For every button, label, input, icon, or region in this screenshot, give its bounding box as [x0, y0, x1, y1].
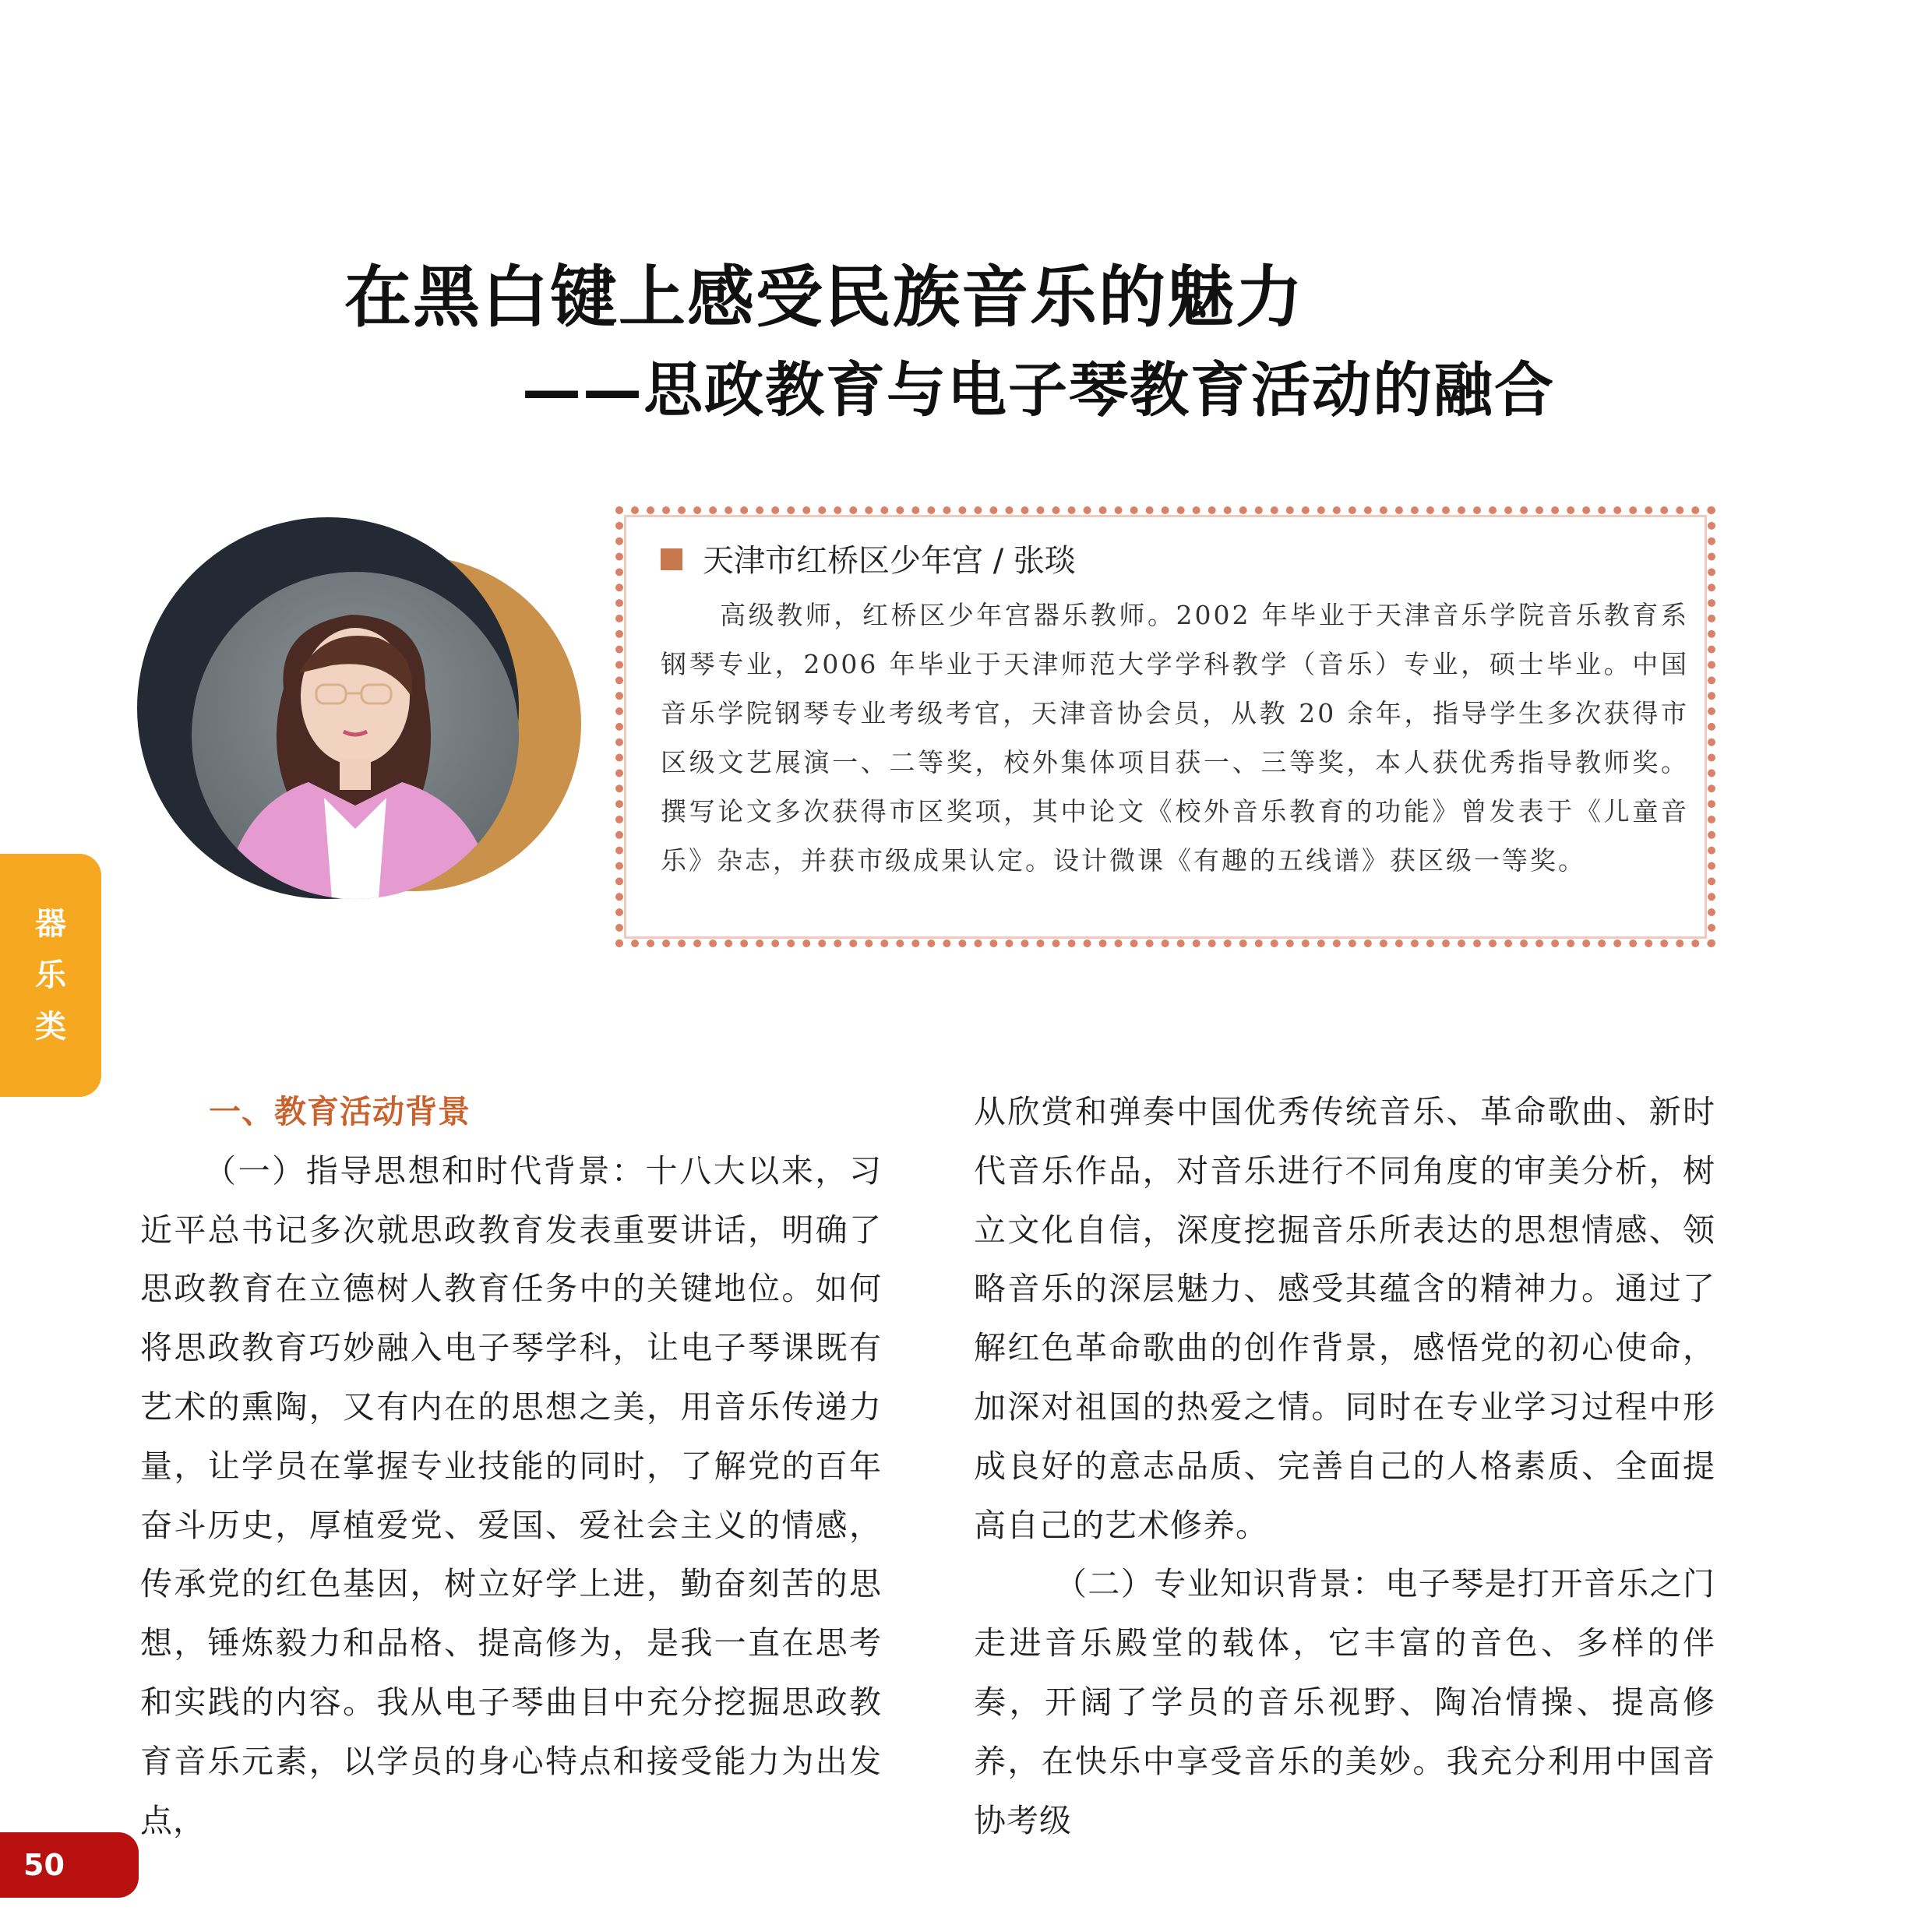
article-title: 在黑白键上感受民族音乐的魅力: [344, 259, 1304, 337]
page-number: 50: [0, 1832, 139, 1898]
body-column-left: [140, 1083, 882, 1850]
category-char: 乐: [35, 957, 66, 993]
article-subtitle: ——思政教育与电子琴教育活动的融合: [522, 355, 1555, 425]
author-portrait: [137, 517, 581, 930]
author-photo: [192, 572, 519, 899]
author-photo-illustration: [192, 572, 519, 899]
paragraph: （一）指导思想和时代背景：十八大以来，习近平总书记多次就思政教育发表重要讲话，明确了思政教育在立德树人教育任务中的关键地位。如何将思政教育巧妙融入电子琴学科，让电子琴课既有艺术的熏陶，又有内在的思想之美，用音乐传递力量，让学员在掌握专业技能的同时，了解党的百年奋斗历史，厚植爱党、爱国、爱社会主义的情感，传承党的红色基因，树立好学上进，勤奋刻苦的思想，锤炼毅力和品格、提高修为，是我一直在思考和实践的内容。我从电子琴曲目中充分挖掘思政教育音乐元素，以学员的身心特点和接受能力为出发点，: [140, 1151, 882, 1839]
category-char: 器: [35, 906, 66, 942]
category-side-tab: [0, 854, 101, 1097]
paragraph: （二）专业知识背景：电子琴是打开音乐之门走进音乐殿堂的载体，它丰富的音色、多样的伴奏，开阔了学员的音乐视野、陶冶情操、提高修养，在快乐中享受音乐的美妙。我充分利用中国音协考级: [974, 1565, 1715, 1839]
category-char: 类: [35, 1009, 66, 1045]
author-header: [661, 536, 1076, 580]
body-column-right: [974, 1083, 1715, 1850]
author-bio: 高级教师，红桥区少年宫器乐教师。2002 年毕业于天津音乐学院音乐教育系钢琴专业，2006 年毕业于天津师范大学学科教学（音乐）专业，硕士毕业。中国音乐学院钢琴专业考级考官，天津音协会员，从教 20 余年，指导学生多次获得市区级文艺展演一、二等奖，校外集体项目获一、三等奖，本人获优秀指导教师奖。撰写论文多次获得市区奖项，其中论文《校外音乐教育的功能》曾发表于《儿童音乐》杂志，并获市级成果认定。设计微课《有趣的五线谱》获区级一等奖。: [661, 600, 1689, 876]
paragraph-continuation: 从欣赏和弹奏中国优秀传统音乐、革命歌曲、新时代音乐作品，对音乐进行不同角度的审美分析，树立文化自信，深度挖掘音乐所表达的思想情感、领略音乐的深层魅力、感受其蕴含的精神力。通过了解红色革命歌曲的创作背景，感悟党的初心使命，加深对祖国的热爱之情。同时在专业学习过程中形成良好的意志品质、完善自己的人格素质、全面提高自己的艺术修养。: [974, 1093, 1715, 1544]
square-bullet-icon: [661, 548, 682, 570]
author-name-affiliation: 天津市红桥区少年宫 / 张琰: [703, 543, 1076, 579]
section-heading: 一、教育活动背景: [209, 1093, 471, 1130]
author-bio-box: [615, 506, 1715, 947]
